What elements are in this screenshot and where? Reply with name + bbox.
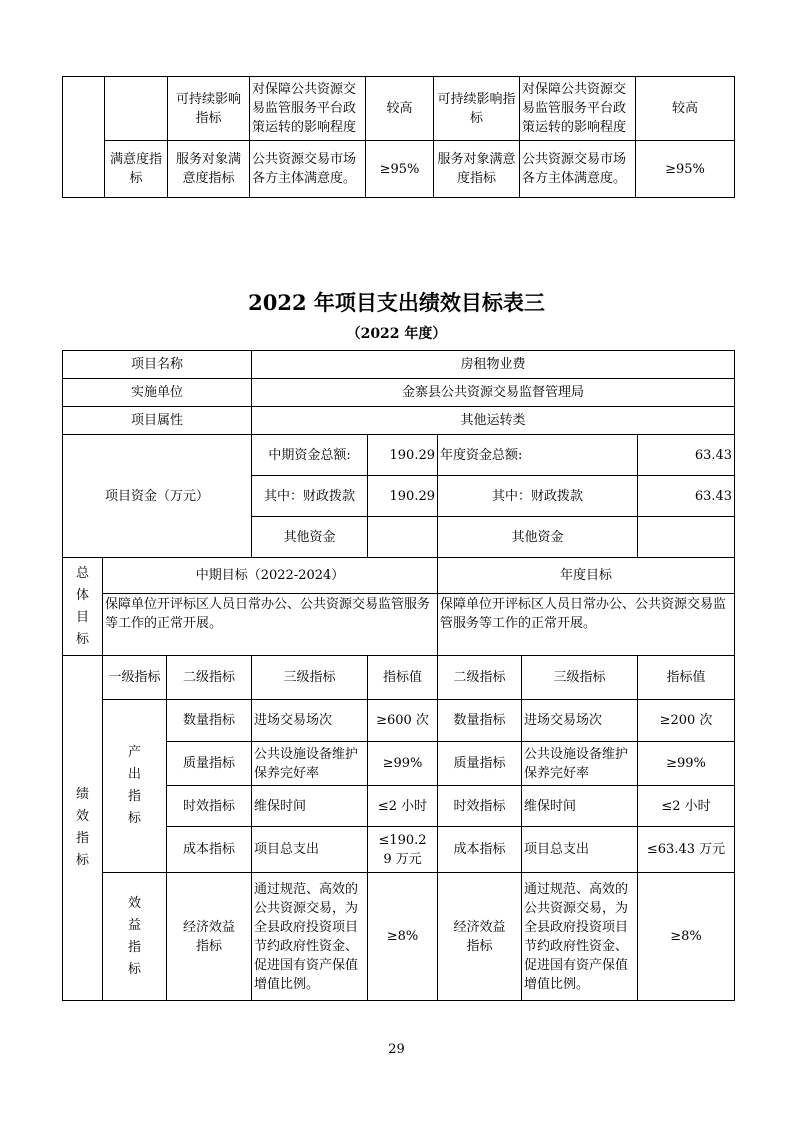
midterm-fiscal-label: 其中：财政拨款: [252, 476, 368, 517]
midterm-other-label: 其他资金: [252, 517, 368, 558]
page-number: 29: [388, 1042, 405, 1057]
secondary-indicator: 服务对象满意度指标: [168, 141, 250, 198]
project-name-label: 项目名称: [63, 351, 252, 379]
header-indicator-value: 指标值: [368, 656, 438, 700]
tertiary-indicator: 公共资源交易市场各方主体满意度。: [250, 141, 366, 198]
annual-tertiary-indicator: 进场交易场次: [522, 700, 638, 742]
header-annual-tertiary-indicator: 三级指标: [522, 656, 638, 700]
indicator-value: ≥99%: [368, 742, 438, 786]
project-funds-label: 项目资金（万元）: [63, 435, 252, 558]
annual-goal-header: 年度目标: [438, 558, 735, 594]
header-annual-secondary-indicator: 二级指标: [438, 656, 522, 700]
annual-total-value: 63.43: [638, 435, 735, 476]
annual-tertiary-indicator: 公共资源交易市场各方主体满意度。: [520, 141, 636, 198]
performance-indicator-label: 绩效指标: [63, 656, 103, 1001]
annual-other-label: 其他资金: [438, 517, 638, 558]
secondary-indicator: 质量指标: [167, 742, 252, 786]
midterm-fiscal-value: 190.29: [368, 476, 438, 517]
secondary-indicator: 可持续影响指标: [168, 77, 250, 141]
indicator-value: ≥8%: [368, 873, 438, 1001]
annual-secondary-indicator: 经济效益指标: [438, 873, 522, 1001]
annual-other-value: [638, 517, 735, 558]
secondary-indicator: 经济效益指标: [167, 873, 252, 1001]
continuation-table: [62, 76, 735, 198]
tertiary-indicator: 进场交易场次: [252, 700, 368, 742]
annual-secondary-indicator: 可持续影响指标: [434, 77, 520, 141]
annual-indicator-value: ≥99%: [638, 742, 735, 786]
output-indicator-label: 产出指标: [103, 700, 167, 873]
primary-indicator: 满意度指标: [105, 141, 168, 198]
blank-cell: [63, 77, 105, 198]
annual-total-label: 年度资金总额:: [438, 435, 638, 476]
tertiary-indicator: 通过规范、高效的公共资源交易，为全县政府投资项目节约政府性资金、促进国有资产保值增值比例。: [252, 873, 368, 1001]
midterm-other-value: [368, 517, 438, 558]
annual-secondary-indicator: 质量指标: [438, 742, 522, 786]
tertiary-indicator: 对保障公共资源交易监管服务平台政策运转的影响程度: [250, 77, 366, 141]
midterm-goal-header: 中期目标（2022-2024）: [103, 558, 438, 594]
annual-indicator-value: ≤2 小时: [638, 786, 735, 827]
implementing-unit-label: 实施单位: [63, 379, 252, 407]
benefit-indicator-label: 效益指标: [103, 873, 167, 1001]
indicator-value: ≥95%: [366, 141, 434, 198]
indicator-value: ≥600 次: [368, 700, 438, 742]
project-attribute-label: 项目属性: [63, 407, 252, 435]
annual-indicator-value: 较高: [636, 77, 735, 141]
annual-indicator-value: ≤63.43 万元: [638, 827, 735, 873]
implementing-unit-value: 金寨县公共资源交易监督管理局: [252, 379, 735, 407]
annual-tertiary-indicator: 维保时间: [522, 786, 638, 827]
indicator-value: 较高: [366, 77, 434, 141]
tertiary-indicator: 维保时间: [252, 786, 368, 827]
secondary-indicator: 时效指标: [167, 786, 252, 827]
project-name-value: 房租物业费: [252, 351, 735, 379]
annual-fiscal-label: 其中：财政拨款: [438, 476, 638, 517]
annual-indicator-value: ≥200 次: [638, 700, 735, 742]
annual-secondary-indicator: 数量指标: [438, 700, 522, 742]
tertiary-indicator: 公共设施设备维护保养完好率: [252, 742, 368, 786]
page-subtitle: （2022 年度）: [346, 326, 447, 342]
secondary-indicator: 成本指标: [167, 827, 252, 873]
midterm-goal-text: 保障单位开评标区人员日常办公、公共资源交易监管服务等工作的正常开展。: [103, 594, 438, 656]
project-attribute-value: 其他运转类: [252, 407, 735, 435]
annual-tertiary-indicator: 项目总支出: [522, 827, 638, 873]
annual-tertiary-indicator: 公共设施设备维护保养完好率: [522, 742, 638, 786]
midterm-total-label: 中期资金总额:: [252, 435, 368, 476]
annual-indicator-value: ≥95%: [636, 141, 735, 198]
annual-secondary-indicator: 时效指标: [438, 786, 522, 827]
header-tertiary-indicator: 三级指标: [252, 656, 368, 700]
header-annual-indicator-value: 指标值: [638, 656, 735, 700]
indicator-value: ≤190.29 万元: [368, 827, 438, 873]
performance-target-table: [62, 350, 735, 1001]
page-title: 2022 年项目支出绩效目标表三: [248, 290, 545, 315]
annual-goal-text: 保障单位开评标区人员日常办公、公共资源交易监管服务等工作的正常开展。: [438, 594, 735, 656]
header-secondary-indicator: 二级指标: [167, 656, 252, 700]
overall-goal-label: 总体目标: [63, 558, 103, 656]
annual-indicator-value: ≥8%: [638, 873, 735, 1001]
annual-secondary-indicator: 成本指标: [438, 827, 522, 873]
annual-fiscal-value: 63.43: [638, 476, 735, 517]
annual-tertiary-indicator: 通过规范、高效的公共资源交易，为全县政府投资项目节约政府性资金、促进国有资产保值增值比例。: [522, 873, 638, 1001]
secondary-indicator: 数量指标: [167, 700, 252, 742]
indicator-value: ≤2 小时: [368, 786, 438, 827]
annual-secondary-indicator: 服务对象满意度指标: [434, 141, 520, 198]
tertiary-indicator: 项目总支出: [252, 827, 368, 873]
header-primary-indicator: 一级指标: [103, 656, 167, 700]
annual-tertiary-indicator: 对保障公共资源交易监管服务平台政策运转的影响程度: [520, 77, 636, 141]
blank-cell: [105, 77, 168, 141]
midterm-total-value: 190.29: [368, 435, 438, 476]
